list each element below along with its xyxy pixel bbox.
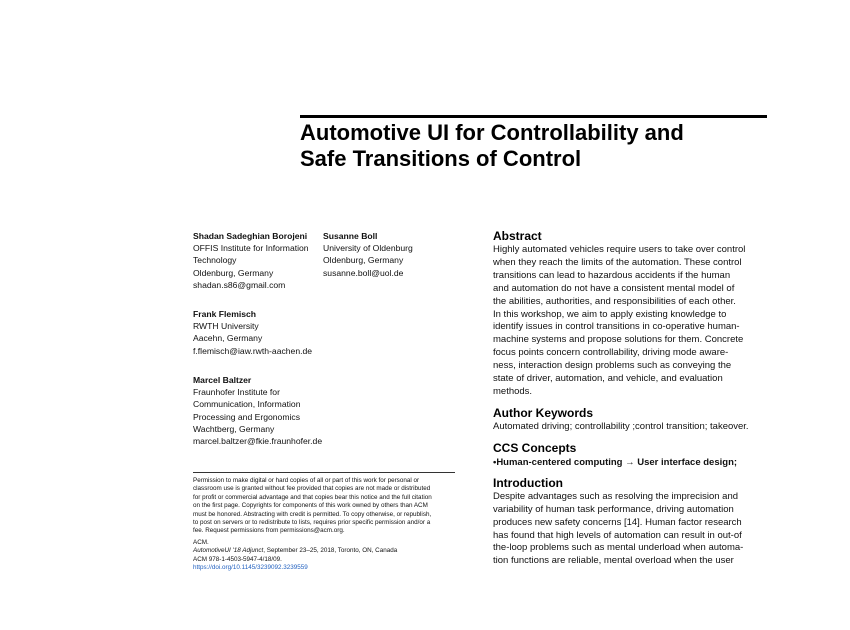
abstract-line: the abilities, authorities, and responsibilities of each other. [493,295,736,307]
paper-title [300,120,770,172]
doi-link[interactable]: https://doi.org/10.1145/3239092.3239559 [193,564,308,572]
author-block [193,374,322,447]
introduction-heading: Introduction [493,475,563,490]
permission-line: classroom use is granted without fee provided that copies are not made or distributed [193,485,431,493]
author-email: susanne.boll@uol.de [323,267,404,278]
author-location: Oldenburg, Germany [323,255,404,266]
abstract-line: machine systems and propose solutions for them. Concrete [493,334,744,346]
permission-line: must be honored. Abstracting with credit is permitted. To copy otherwise, or republish, [193,510,432,518]
abstract-line: when they reach the limits of the automation. These control [493,256,742,268]
conference-line [193,547,455,555]
permission-line: Permission to make digital or hard copies of all or part of this work for personal or [193,477,420,484]
abstract-line: identify issues in control transitions in co-operative human- [493,321,740,333]
author-affiliation: Technology [193,255,237,266]
keywords-text: Automated driving; controllability ;control transition; takeover. [493,420,749,432]
introduction-line: variability of human task performance, driving automation [493,503,734,515]
author-email: f.flemisch@iaw.rwth-aachen.de [193,345,313,356]
keywords-heading: Author Keywords [493,405,594,420]
author-block [193,308,312,357]
introduction-line: has found that high levels of automation can result in out-of [493,529,742,541]
introduction-line: Despite advantages such as resolving the imprecision and [493,490,739,502]
title-line: Safe Transitions of Control [300,146,582,171]
author-affiliation: Communication, Information [193,399,301,410]
conference-details: , September 23–25, 2018, Toronto, ON, Canada [263,547,398,555]
abstract-heading: Abstract [493,229,542,243]
author-email: marcel.baltzer@fkie.fraunhofer.de [193,436,323,447]
ccs-text: •Human-centered computing → User interface design; [493,456,738,468]
author-affiliation: OFFIS Institute for Information [193,243,309,254]
abstract-line: state of driver, automation, and vehicle, and evaluation [493,373,723,385]
permission-line: fee. Request permissions from permissions@acm.org. [193,527,345,535]
introduction-body [493,491,773,568]
author-location: Oldenburg, Germany [193,267,274,278]
conference-name: AutomotiveUI '18 Adjunct [193,547,264,555]
author-email: shadan.s86@gmail.com [193,279,286,290]
ccs-heading: CCS Concepts [493,440,577,455]
abstract-line: ness, interaction design problems such as conveying the [493,360,732,372]
copyright-org: ACM. [193,538,209,546]
abstract-line: In this workshop, we aim to apply existing knowledge to [493,308,727,320]
author-name: Shadan Sadeghian Borojeni [193,231,308,241]
permission-line: to post on servers or to redistribute to lists, requires prior specific permission and/or a [193,519,431,527]
author-location: Aacehn, Germany [193,333,263,344]
author-affiliation: Processing and Ergonomics [193,411,300,422]
introduction-line: the-loop problems such as mental underload when automa- [493,542,744,554]
abstract-body [493,244,773,399]
author-name: Susanne Boll [323,231,378,241]
author-location: Wachtberg, Germany [193,423,275,434]
author-block [193,230,309,291]
author-affiliation: University of Oldenburg [323,243,413,254]
author-name: Frank Flemisch [193,309,257,319]
author-affiliation: Fraunhofer Institute for [193,387,280,398]
abstract-line: transitions can lead to hazardous accidents if the human [493,269,731,281]
isbn: ACM 978-1-4503-5947-4/18/09. [193,555,282,563]
author-block [323,230,413,279]
introduction-line: tion functions are reliable, mental overload when the user [493,555,734,567]
abstract-line: Highly automated vehicles require users to take over control [493,244,746,255]
author-affiliation: RWTH University [193,321,259,332]
permission-block [193,472,455,572]
permission-line: for profit or commercial advantage and that copies bear this notice and the full citation [193,493,432,501]
permission-line: on the first page. Copyrights for components of this work owned by others than ACM [193,502,428,510]
abstract-line: and automation do not have a consistent mental model of [493,282,735,294]
author-name: Marcel Baltzer [193,375,252,385]
abstract-line: focus points concern controllability, driving mode aware- [493,347,729,359]
title-line: Automotive UI for Controllability and [300,120,684,145]
title-rule [300,115,767,118]
introduction-line: produces new safety concerns [14]. Human factor research [493,516,742,528]
abstract-line: methods. [493,385,533,397]
right-column [493,228,773,568]
